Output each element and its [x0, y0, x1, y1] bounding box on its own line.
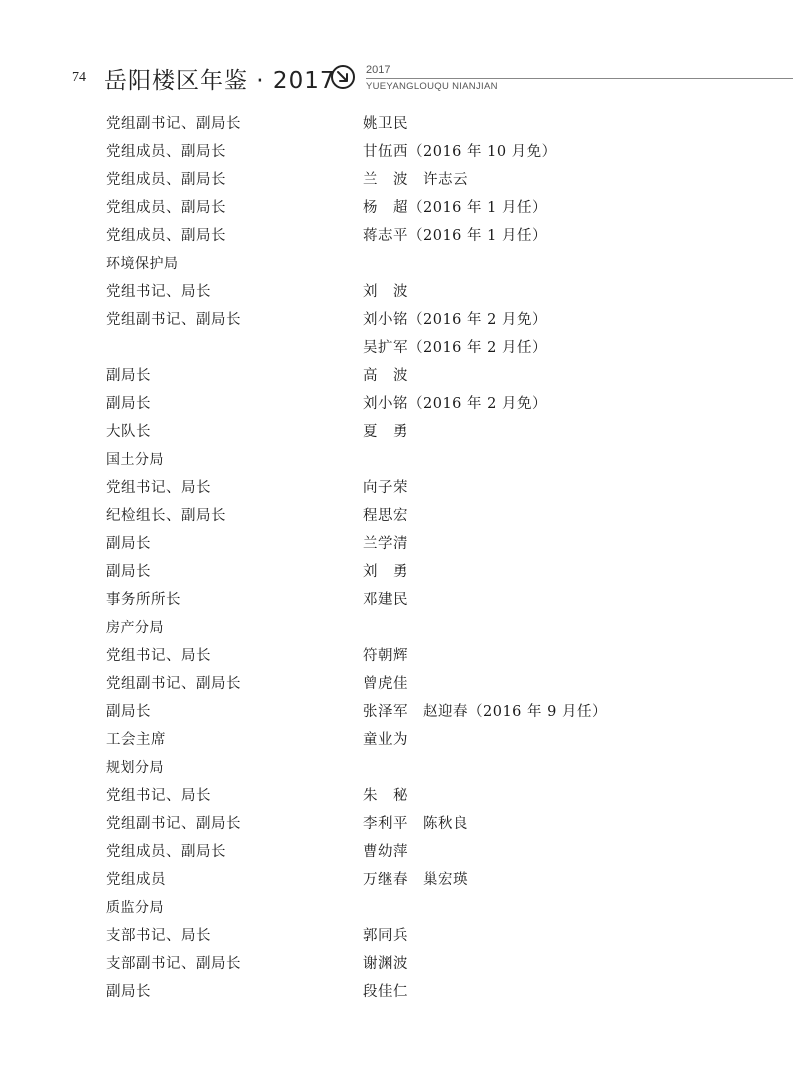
list-item	[0, 220, 793, 248]
person-name: 程思宏	[363, 508, 408, 524]
position-title: 党组书记、局长	[106, 480, 211, 496]
position-title: 党组副书记、副局长	[106, 116, 241, 132]
list-item	[0, 164, 793, 192]
person-name: 姚卫民	[363, 116, 408, 132]
section-heading	[0, 248, 793, 276]
position-title: 副局长	[106, 368, 151, 384]
position-title: 党组成员	[106, 872, 166, 888]
list-item	[0, 304, 793, 332]
person-name: 刘小铭（2016 年 2 月免）	[363, 312, 547, 328]
position-title: 党组书记、局长	[106, 284, 211, 300]
list-item	[0, 500, 793, 528]
position-title: 纪检组长、副局长	[106, 508, 226, 524]
page-header	[0, 58, 793, 98]
position-title: 党组书记、局长	[106, 648, 211, 664]
list-item	[0, 416, 793, 444]
position-title: 党组成员、副局长	[106, 172, 226, 188]
section-heading	[0, 444, 793, 472]
person-name: 刘 波	[363, 284, 408, 300]
list-item	[0, 136, 793, 164]
list-item	[0, 976, 793, 1004]
person-name: 符朝辉	[363, 648, 408, 664]
position-title: 党组成员、副局长	[106, 228, 226, 244]
position-title: 副局长	[106, 984, 151, 1000]
person-name: 蒋志平（2016 年 1 月任）	[363, 228, 547, 244]
list-item	[0, 836, 793, 864]
section-heading	[0, 892, 793, 920]
header-subtitle: YUEYANGLOUQU NIANJIAN	[366, 81, 498, 92]
person-name: 曹幼萍	[363, 844, 408, 860]
person-name: 刘小铭（2016 年 2 月免）	[363, 396, 547, 412]
list-item	[0, 276, 793, 304]
section-title: 规划分局	[106, 760, 164, 776]
position-title: 支部副书记、副局长	[106, 956, 241, 972]
person-name: 曾虎佳	[363, 676, 408, 692]
list-item	[0, 108, 793, 136]
person-name: 兰 波 许志云	[363, 172, 468, 188]
list-item	[0, 584, 793, 612]
position-title: 副局长	[106, 564, 151, 580]
section-title: 房产分局	[106, 620, 164, 636]
person-name: 段佳仁	[363, 984, 408, 1000]
book-title: 岳阳楼区年鉴 · 2017	[104, 68, 336, 94]
list-item	[0, 808, 793, 836]
position-title: 事务所所长	[106, 592, 181, 608]
page-number: 74	[72, 70, 86, 85]
list-item	[0, 192, 793, 220]
position-title: 工会主席	[106, 732, 166, 748]
list-item	[0, 640, 793, 668]
section-title: 环境保护局	[106, 256, 179, 272]
position-title: 副局长	[106, 704, 151, 720]
list-item	[0, 528, 793, 556]
position-title: 党组成员、副局长	[106, 200, 226, 216]
section-title: 质监分局	[106, 900, 164, 916]
person-name: 童业为	[363, 732, 408, 748]
circled-arrow-icon	[330, 64, 356, 90]
list-item	[0, 360, 793, 388]
list-item	[0, 332, 793, 360]
position-title: 大队长	[106, 424, 151, 440]
header-rule	[366, 78, 793, 79]
person-name: 兰学清	[363, 536, 408, 552]
position-title: 党组副书记、副局长	[106, 816, 241, 832]
list-item	[0, 388, 793, 416]
list-item	[0, 696, 793, 724]
list-item	[0, 920, 793, 948]
list-item	[0, 780, 793, 808]
position-title: 支部书记、局长	[106, 928, 211, 944]
list-item	[0, 948, 793, 976]
position-title: 党组成员、副局长	[106, 844, 226, 860]
list-item	[0, 668, 793, 696]
list-item	[0, 472, 793, 500]
person-name: 吴扩军（2016 年 2 月任）	[363, 340, 547, 356]
personnel-list	[0, 108, 793, 1004]
person-name: 甘伍西（2016 年 10 月免）	[363, 144, 557, 160]
position-title: 党组副书记、副局长	[106, 312, 241, 328]
person-name: 万继春 巢宏瑛	[363, 872, 468, 888]
person-name: 刘 勇	[363, 564, 408, 580]
list-item	[0, 556, 793, 584]
section-heading	[0, 612, 793, 640]
person-name: 李利平 陈秋良	[363, 816, 468, 832]
person-name: 郭同兵	[363, 928, 408, 944]
person-name: 杨 超（2016 年 1 月任）	[363, 200, 547, 216]
section-title: 国土分局	[106, 452, 164, 468]
position-title: 党组书记、局长	[106, 788, 211, 804]
person-name: 谢渊波	[363, 956, 408, 972]
header-year: 2017	[366, 64, 391, 76]
position-title: 党组成员、副局长	[106, 144, 226, 160]
person-name: 夏 勇	[363, 424, 408, 440]
section-heading	[0, 752, 793, 780]
list-item	[0, 864, 793, 892]
person-name: 向子荣	[363, 480, 408, 496]
position-title: 党组副书记、副局长	[106, 676, 241, 692]
person-name: 邓建民	[363, 592, 408, 608]
position-title: 副局长	[106, 536, 151, 552]
list-item	[0, 724, 793, 752]
position-title: 副局长	[106, 396, 151, 412]
person-name: 朱 秘	[363, 788, 408, 804]
person-name: 张泽军 赵迎春（2016 年 9 月任）	[363, 704, 607, 720]
person-name: 高 波	[363, 368, 408, 384]
